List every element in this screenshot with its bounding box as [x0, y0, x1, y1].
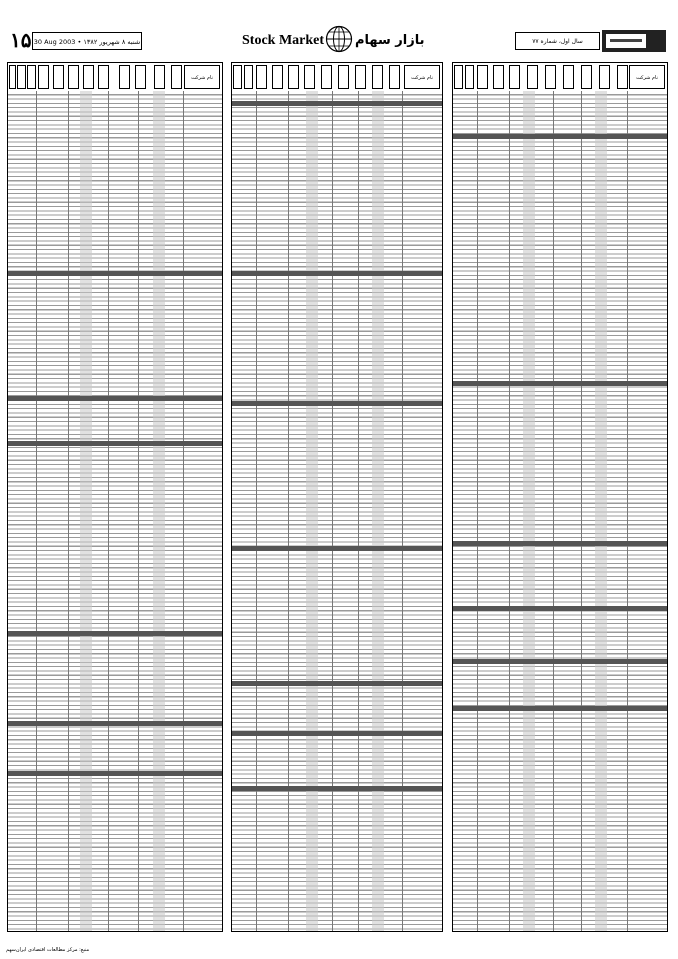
- company-name-header: نام شرکت: [184, 65, 220, 89]
- section-title: Stock Market: [242, 33, 325, 48]
- section-title-persian: بازار سهام: [355, 33, 425, 48]
- section-separator: [453, 134, 667, 139]
- section-separator: [8, 271, 222, 276]
- section-separator: [232, 731, 442, 736]
- section-separator: [8, 441, 222, 446]
- stock-table-column-1: [452, 62, 668, 932]
- section-separator: [453, 606, 667, 611]
- section-separator: [232, 271, 442, 276]
- table-rows: [453, 91, 667, 931]
- issue-date: 30 Aug 2003 • شنبه ۸ شهریور ۱۳۸۲: [32, 32, 142, 50]
- table-rows: [232, 91, 442, 931]
- company-name-header: نام شرکت: [404, 65, 440, 89]
- section-separator: [232, 101, 442, 106]
- stock-table-column-2: [231, 62, 443, 932]
- table-header: [232, 63, 442, 92]
- section-separator: [8, 631, 222, 636]
- section-separator: [232, 401, 442, 406]
- section-separator: [8, 771, 222, 776]
- table-rows: [8, 91, 222, 931]
- section-separator: [8, 396, 222, 401]
- section-separator: [453, 706, 667, 711]
- section-separator: [8, 721, 222, 726]
- globe-icon: [325, 25, 353, 53]
- section-separator: [453, 659, 667, 664]
- section-separator: [232, 681, 442, 686]
- section-separator: [453, 541, 667, 546]
- company-name-header: نام شرکت: [629, 65, 665, 89]
- issue-number: سال اول، شماره ۷۷: [515, 32, 600, 50]
- page-number: ۱۵: [10, 28, 32, 52]
- section-separator: [453, 381, 667, 386]
- page-header: [10, 25, 668, 59]
- table-header: [453, 63, 667, 92]
- source-note: منبع: مرکز مطالعات اقتصادی ایران‌سهم: [6, 947, 90, 953]
- section-separator: [232, 546, 442, 551]
- table-header: [8, 63, 222, 92]
- newspaper-logo: [602, 30, 666, 52]
- section-separator: [232, 786, 442, 791]
- stock-table-column-3: [7, 62, 223, 932]
